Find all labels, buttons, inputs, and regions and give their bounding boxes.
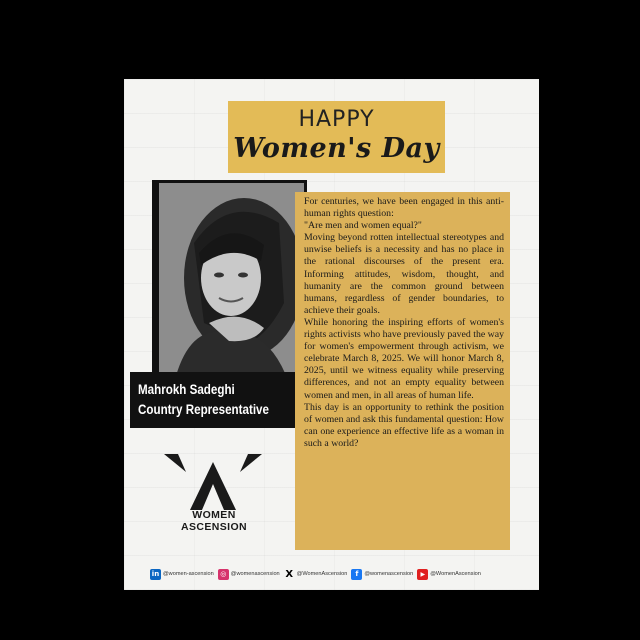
- social-handle: @WomenAscension: [430, 571, 481, 577]
- name-box: [130, 372, 300, 428]
- portrait-illustration: [159, 183, 304, 383]
- social-link-x[interactable]: [284, 569, 348, 580]
- social-link-youtube[interactable]: [417, 569, 481, 580]
- social-handle: @womenascension: [364, 571, 414, 577]
- linkedin-icon: in: [151, 570, 160, 578]
- social-link-linkedin[interactable]: [150, 569, 214, 580]
- person-name: Mahrokh Sadeghi: [138, 382, 235, 397]
- body-paragraph: "Are men and women equal?": [304, 220, 422, 232]
- body-paragraph: Moving beyond rotten intellectual stereotypes and unwise beliefs is a necessity and has no place in the rational discourses of the present era. Informing attitudes, wisdom, thought, and humanity are the common ground between humans, regardless of gender boundaries, to achieve their goals.: [304, 232, 504, 316]
- social-handle: @womenascension: [230, 571, 280, 577]
- banner-happy-text: HAPPY: [298, 107, 375, 132]
- body-paragraph: While honoring the inspiring efforts of women's rights activists who have previously paved the way for women's empowerment through activism, we celebrate March 8, 2025. We will honor March 8, 2025, until we witness equality while preserving differences, and not an empty equality between women and men, in all areas of human life.: [304, 316, 504, 401]
- title-banner: [228, 101, 445, 173]
- logo-text: WOMEN ASCENSION: [180, 509, 248, 533]
- social-handle: @WomenAscension: [296, 571, 348, 577]
- women-ascension-logo-icon: [164, 454, 262, 510]
- facebook-icon: f: [351, 569, 362, 580]
- instagram-icon: ◎: [218, 569, 229, 580]
- social-handle: @women-ascension: [163, 571, 214, 577]
- message-textbox: [295, 192, 510, 550]
- social-link-facebook[interactable]: [351, 569, 413, 580]
- poster: [124, 79, 539, 590]
- youtube-icon: ▶: [417, 569, 428, 580]
- portrait-photo: [159, 183, 304, 383]
- x-icon: X: [285, 568, 294, 580]
- social-link-instagram[interactable]: [218, 569, 280, 580]
- social-links-bar: [150, 567, 520, 581]
- body-paragraph: This day is an opportunity to rethink the position of women and ask this fundamental question: How can one experience an effective life as a woman in such a world?: [304, 401, 504, 449]
- person-role: Country Representative: [138, 402, 269, 417]
- banner-womens-day-text: Women's Day: [233, 133, 440, 164]
- body-paragraph: For centuries, we have been engaged in this anti-human rights question:: [304, 196, 504, 220]
